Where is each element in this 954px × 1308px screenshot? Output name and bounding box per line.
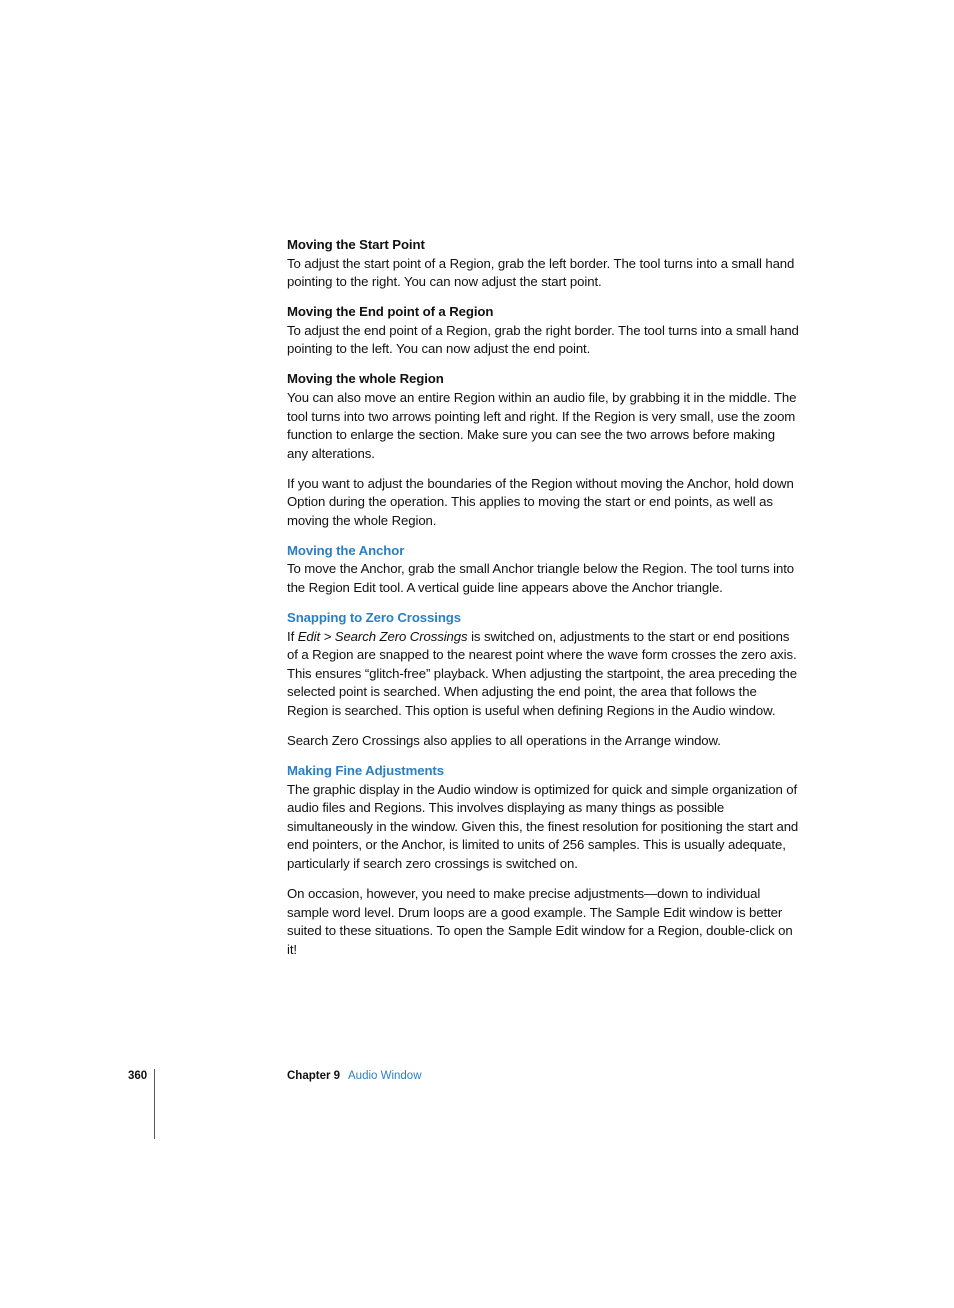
heading-moving-the-anchor: Moving the Anchor — [287, 542, 405, 558]
footer-chapter: Chapter 9 — [287, 1070, 341, 1082]
menu-path: Edit > Search Zero Crossings — [297, 628, 468, 644]
page-number: 360 — [128, 1070, 148, 1082]
heading-moving-start-point: Moving the Start Point — [287, 237, 425, 252]
paragraph: Search Zero Crossings also applies to all operations in the Arrange window. — [287, 733, 721, 748]
heading-moving-whole-region: Moving the whole Region — [287, 371, 444, 387]
paragraph — [287, 628, 799, 721]
paragraph-lead: If — [287, 628, 298, 644]
paragraph: To move the Anchor, grab the small Anchor triangle below the Region. The tool turns into the Region Edit tool. A vertical guide line appears above the Anchor triangle. — [287, 561, 795, 596]
paragraph: You can also move an entire Region within an audio file, by grabbing it in the middle. The tool turns into two arrows pointing left and right. If the Region is very small, use the zoom function to enlarge the section. Make sure you can see the two arrows before making any alterations. — [287, 389, 797, 461]
paragraph: To adjust the start point of a Region, grab the left border. The tool turns into a small hand pointing to the right. You can now adjust the start point. — [287, 255, 795, 290]
paragraph: On occasion, however, you need to make precise adjustments—down to individual sample word level. Drum loops are a good example. The Sample Edit window is better suited to these situations. To open the Sample Edit window for a Region, double-click on it! — [287, 885, 793, 957]
paragraph-rest: is switched on, adjustments to the start or end positions of a Region are snapped to the nearest point where the wave form crosses the zero axis. This ensures “glitch-free” playback. When adjusting the startpoint, the area preceding the selected point is searched. When adjusting the end point, the area that follows the Region is searched. This option is useful when defining Regions in the Audio window. — [287, 628, 797, 719]
footer-divider — [154, 1069, 155, 1139]
footer-chapter-title: Audio Window — [348, 1070, 422, 1082]
paragraph: The graphic display in the Audio window is optimized for quick and simple organization of audio files and Regions. This involves displaying as many things as possible simultaneously in the window. Given this, the finest resolution for positioning the start and end pointers, or the Anchor, is limited to units of 256 samples. This is usually adequate, particularly if search zero crossings is switched on. — [287, 781, 799, 871]
heading-making-fine-adjustments: Making Fine Adjustments — [287, 762, 444, 778]
paragraph: To adjust the end point of a Region, grab the right border. The tool turns into a small hand pointing to the left. You can now adjust the end point. — [287, 322, 799, 357]
paragraph: If you want to adjust the boundaries of the Region without moving the Anchor, hold down Option during the operation. This applies to moving the start or end points, as well as moving the whole Region. — [287, 475, 794, 528]
heading-snapping-zero-crossings: Snapping to Zero Crossings — [287, 610, 461, 626]
heading-moving-end-point: Moving the End point of a Region — [287, 304, 494, 320]
document-body — [287, 236, 799, 959]
